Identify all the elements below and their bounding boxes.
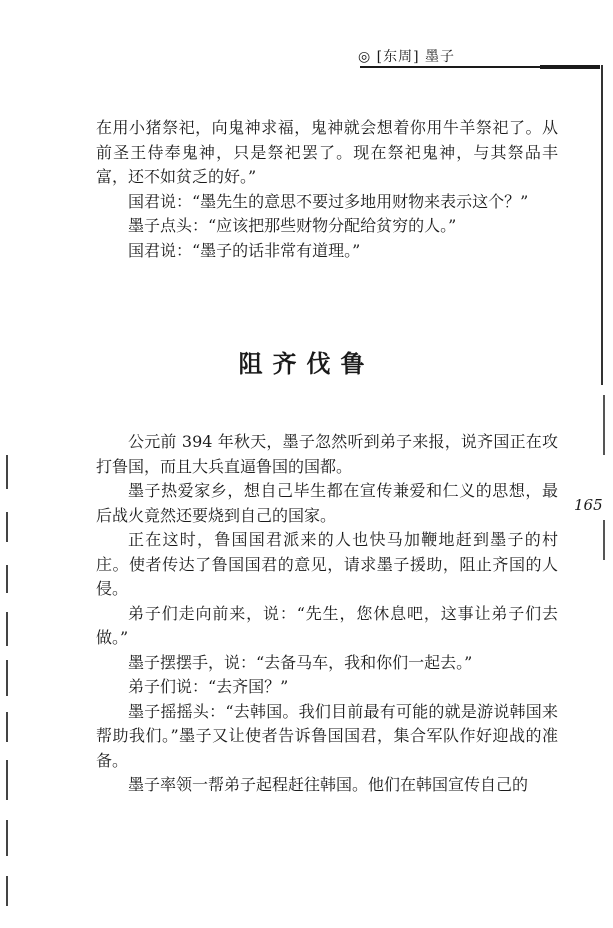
scan-edge-mark (6, 760, 8, 800)
scan-edge-mark (6, 876, 8, 906)
scan-edge-mark (6, 455, 8, 489)
page-edge-line (601, 65, 603, 385)
header-text: ◎ [东周] 墨子 (358, 49, 456, 65)
page-number: 165 (574, 496, 603, 514)
paragraph: 正在这时，鲁国国君派来的人也快马加鞭地赶到墨子的村庄。使者传达了鲁国国君的意见，请求墨子援助，阻止齐国的人侵。 (96, 530, 558, 598)
paragraph: 弟子们走向前来，说：“先生，您休息吧，这事让弟子们去做。” (96, 603, 558, 647)
paragraph: 在用小猪祭祀，向鬼神求福，鬼神就会想着你用牛羊祭祀了。从前圣王侍奉鬼神，只是祭祀罢了。现在祭祀鬼神，与其祭品丰富，还不如贫乏的好。” (96, 118, 558, 186)
scan-edge-mark (6, 612, 8, 646)
paragraph: 国君说：“墨先生的意思不要过多地用财物来表示这个？” (128, 191, 529, 211)
page-edge-fragment (603, 520, 605, 560)
paragraph: 墨子热爱家乡，想自己毕生都在宣传兼爱和仁义的思想，最后战火竟然还要烧到自己的国家。 (96, 481, 558, 525)
paragraph: 墨子点头：“应该把那些财物分配给贫穷的人。” (128, 216, 457, 235)
header-rule-accent (540, 65, 600, 69)
paragraph: 墨子摇摇头：“去韩国。我们目前最有可能的就是游说韩国来帮助我们。”墨子又让使者告诉鲁国国君，集合军队作好迎战的准备。 (96, 701, 558, 770)
paragraph: 公元前 394 年秋天，墨子忽然听到弟子来报，说齐国正在攻打鲁国，而且大兵直逼鲁国的国都。 (96, 432, 558, 476)
section-title: 阻齐伐鲁 (238, 349, 375, 378)
scan-edge-mark (6, 660, 8, 696)
paragraph: 墨子率领一帮弟子起程赶往韩国。他们在韩国宣传自己的 (128, 775, 529, 794)
page-edge-fragment (603, 395, 605, 455)
body-text-top (96, 116, 558, 263)
paragraph: 墨子摆摆手，说：“去备马车，我和你们一起去。” (128, 652, 473, 672)
header-rule (360, 66, 570, 68)
scan-edge-mark (6, 565, 8, 593)
paragraph: 弟子们说：“去齐国？” (128, 677, 289, 696)
body-text-main (96, 430, 558, 798)
scan-edge-mark (6, 512, 8, 542)
scan-edge-mark (6, 820, 8, 856)
scan-edge-mark (6, 712, 8, 742)
paragraph: 国君说：“墨子的话非常有道理。” (128, 240, 361, 260)
